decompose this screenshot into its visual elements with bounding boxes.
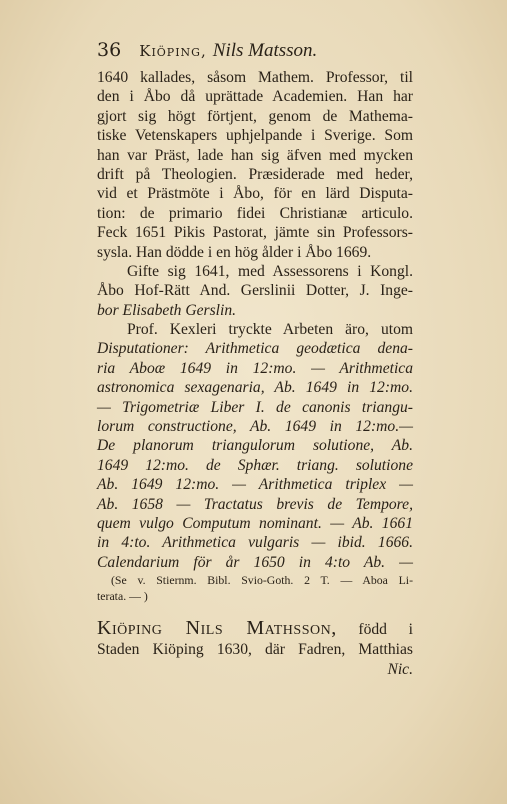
- text-line: bor Elisabeth Gerslin.: [97, 301, 237, 319]
- text-line: ria Aboæ 1649 in 12:mo. — Arithmetica: [97, 359, 413, 377]
- text-line: Ab. 1658 — Tractatus brevis de Tempore,: [97, 495, 413, 513]
- text-line: gjort sig högt förtjent, genom de Mathema-: [97, 107, 413, 125]
- text-line: 1640 kallades, såsom Mathem. Professor, til: [97, 69, 413, 86]
- text-line: De planorum triangulorum solutione, Ab.: [97, 437, 413, 455]
- text-line: sysla. Han dödde i en hög ålder i Åbo 1669.: [97, 243, 372, 261]
- text-line: Calendarium för år 1650 in 4:to Ab. —: [97, 553, 413, 571]
- text-line: in 4:to. Arithmetica vulgaris — ibid. 1666.: [97, 534, 413, 552]
- text-line: Åbo Hof-Rätt And. Gerslinii Dotter, J. Inge-: [97, 282, 413, 300]
- text-line: quem vulgo Computum nominant. — Ab. 1661: [97, 514, 413, 532]
- text-line: Ab. 1649 12:mo. — Arithmetica triplex —: [97, 476, 413, 494]
- text-line: — Trigometriæ Liber I. de canonis triangu-: [97, 398, 413, 416]
- running-head-name: Nils Matsson.: [212, 40, 318, 61]
- text-line: astronomica sexagenaria, Ab. 1649 in 12:mo.: [97, 379, 413, 397]
- entry-first-line-rest: född i: [358, 621, 413, 639]
- text-line: drift på Theologien. Præsiderade med heder,: [97, 165, 413, 183]
- text-line: lorum constructione, Ab. 1649 in 12:mo.—: [97, 418, 413, 436]
- text-line: 1649 12:mo. de Sphær. triang. solutione: [97, 456, 413, 474]
- text-line: den i Åbo då uprättade Academien. Han har: [97, 88, 413, 106]
- text-line: Nic.: [387, 660, 413, 678]
- text-line: tion: de primario fidei Christianæ articulo.: [97, 204, 413, 222]
- text-line: Feck 1651 Pikis Pastorat, jämte sin Professors-: [97, 224, 413, 242]
- text-line: vid et Prästmöte i Åbo, för en lärd Disputa-: [97, 185, 413, 203]
- bibliographic-note-line: (Se v. Stiernm. Bibl. Svio-Goth. 2 T. — Aboa Li-: [111, 573, 413, 588]
- running-header: [97, 38, 397, 63]
- entry-first-line: [97, 616, 413, 640]
- bibliographic-note-line: terata. — ): [97, 589, 148, 604]
- text-line: han var Präst, lade han sig äfven med mycken: [97, 146, 413, 164]
- entry-heading-name: Kiöping Nils Mathsson,: [97, 617, 337, 640]
- page-number: 36: [97, 39, 122, 61]
- running-head-place: Kiöping,: [139, 42, 207, 60]
- text-line: Gifte sig 1641, med Assessorens i Kongl.: [127, 262, 413, 280]
- entry-spacer: [97, 604, 413, 616]
- text-line: tiske Vetenskapers uphjelpande i Sverige. Som: [97, 127, 413, 145]
- text-line: Disputationer: Arithmetica geodætica dena-: [97, 340, 413, 358]
- page-body: [97, 68, 413, 679]
- text-line: Staden Kiöping 1630, där Fadren, Matthias: [97, 641, 413, 659]
- text-line: Prof. Kexleri tryckte Arbeten äro, utom: [127, 321, 413, 339]
